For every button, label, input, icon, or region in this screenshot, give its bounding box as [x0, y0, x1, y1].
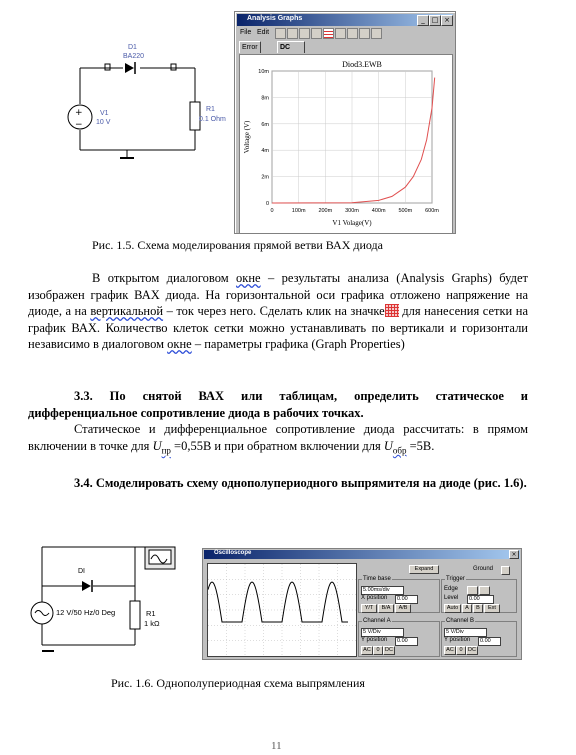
timebase-label: Time base [363, 576, 391, 582]
plot-area [239, 54, 453, 234]
tab-dc-sweep[interactable]: DC [277, 41, 305, 53]
resistor2-ref: R1 [146, 609, 156, 618]
svg-text:+: + [75, 108, 83, 118]
circuit-diagram-2 [30, 545, 202, 665]
p1-text-c: – ток через него. Сделать клик на значке [163, 304, 385, 318]
x-tick-label: 0 [270, 208, 274, 214]
figure-caption-1: Рис. 1.5. Схема моделирования прямой ветви ВАХ диода [92, 238, 383, 252]
y-tick-label: 8m [261, 95, 269, 102]
paste-icon[interactable] [287, 28, 298, 39]
level-label: Level [444, 595, 459, 601]
p1-text-a: В открытом диалоговом [92, 271, 237, 285]
section-3-3-text: 3.3. По снятой ВАХ или таблицам, определить статическое и дифференциальное сопротивление диода в рабочих точках. [28, 389, 528, 420]
tab-error-log[interactable]: Error [239, 41, 261, 53]
resistor-value: 0.1 Ohm [199, 116, 226, 123]
cursor-icon[interactable] [347, 28, 358, 39]
x-tick-label: 500m [398, 208, 413, 214]
mode-yt[interactable]: Y/T [361, 604, 377, 613]
svg-text:−: − [75, 120, 83, 130]
grid-inline-icon [385, 304, 399, 317]
channel-a-ypos[interactable]: 0.00 [395, 637, 418, 646]
xpos-value[interactable]: 0.00 [395, 595, 418, 604]
resistor-ref: R1 [206, 106, 215, 113]
trigger-a[interactable]: A [462, 604, 472, 613]
menu-file[interactable]: File [240, 29, 252, 36]
edge-label: Edge [444, 586, 459, 592]
paragraph-2 [28, 421, 528, 459]
xpos-label: X position [361, 595, 388, 601]
channel-b-label: Channel B [446, 618, 475, 624]
x-tick-label: 100m [291, 208, 306, 214]
diode2-ref: DI [78, 568, 85, 575]
source2-value: 12 V/50 Hz/0 Deg [56, 608, 116, 617]
channel-a-ypos-label: Y position [361, 637, 388, 643]
copy-icon[interactable] [275, 28, 286, 39]
section-3-3 [28, 388, 528, 421]
p2-text-b: =0,55В и при обратном включении для [170, 438, 384, 453]
channel-a-label: Channel A [363, 618, 391, 624]
trigger-b[interactable]: B [473, 604, 483, 613]
channel-b-ypos[interactable]: 0.00 [478, 637, 501, 646]
window-titlebar [237, 14, 453, 26]
diode-ref: D1 [128, 44, 137, 51]
p1-vert: вертикальной [90, 304, 164, 318]
y-tick-label: 6m [261, 121, 269, 128]
oscilloscope-window [202, 548, 522, 660]
y-tick-label: 4m [261, 148, 269, 155]
minimize-button[interactable]: _ [417, 15, 429, 26]
channel-a-ac[interactable]: AC [361, 646, 373, 655]
menu-edit[interactable]: Edit [257, 29, 270, 36]
ground-label: Ground [473, 566, 494, 572]
p2-u2: U [383, 438, 393, 453]
osc-trace [208, 582, 348, 622]
channel-b-ac[interactable]: AC [444, 646, 456, 655]
channel-b-value[interactable]: 5 V/Div [444, 628, 487, 637]
p2-text-a: Статическое и дифференциальное сопротивление диода рассчитать: в прямом включении в точке для [28, 422, 528, 453]
channel-a-value[interactable]: 5 V/Div [361, 628, 404, 637]
p1-text-d: для нанесения сетки на график ВАХ. Количество клеток сетки можно устанавливать по вертикали и горизонтали независимо в диалоговом [28, 304, 529, 351]
chart-title: Diod3.EWB [342, 60, 382, 69]
legend-icon[interactable] [335, 28, 346, 39]
edge-fall-button[interactable] [479, 586, 490, 595]
maximize-button[interactable]: □ [429, 15, 441, 26]
osc-title: Oscilloscope [214, 550, 252, 556]
x-tick-label: 400m [371, 208, 386, 214]
page-number: 11 [271, 740, 282, 752]
p2-sub1: пр [161, 445, 171, 455]
p2-sub2: обр [392, 445, 407, 455]
x-tick-label: 200m [318, 208, 333, 214]
channel-b-zero[interactable]: 0 [456, 646, 466, 655]
y-tick-label: 2m [261, 174, 269, 181]
grid-icon[interactable] [323, 28, 334, 39]
mode-ba[interactable]: B/A [378, 604, 394, 613]
channel-a-dc[interactable]: DC [383, 646, 395, 655]
circuit-diagram-1 [60, 40, 230, 170]
print-icon[interactable] [299, 28, 310, 39]
channel-b-ypos-label: Y position [444, 637, 471, 643]
window-title: Analysis Graphs [247, 15, 303, 22]
p1-text-b: – результаты анализа (Analysis Graphs) будет изображен график ВАХ диода. На горизонтальной оси графика отложено напряжение на диоде, а на [28, 271, 528, 318]
y-tick-label: 10m [258, 69, 269, 75]
x-tick-label: 600m [425, 208, 439, 214]
trigger-auto[interactable]: Auto [444, 604, 461, 613]
paragraph-1 [28, 270, 528, 353]
x-axis-label: V1 Volage(V) [332, 219, 372, 227]
diode-model: BA220 [123, 53, 145, 60]
section-3-4-text: 3.4. Смоделировать схему однополупериодного выпрямителя на диоде (рис. 1.6). [74, 476, 527, 490]
zoom-icon[interactable] [311, 28, 322, 39]
p2-u1: U [152, 438, 162, 453]
trigger-ext[interactable]: Ext [484, 604, 500, 613]
section-3-4 [28, 475, 528, 492]
y-tick-label: 0 [265, 201, 269, 207]
figure-caption-2: Рис. 1.6. Однополупериодная схема выпрямления [111, 676, 365, 690]
expand-button[interactable]: Expand [409, 565, 439, 574]
channel-b-dc[interactable]: DC [466, 646, 478, 655]
level-value[interactable]: 0.00 [467, 595, 494, 604]
p1-okne2: окне [167, 337, 192, 351]
osc-waveform [208, 564, 356, 656]
ground-terminal[interactable] [501, 566, 510, 575]
properties-icon[interactable] [371, 28, 382, 39]
p1-okne: окне [236, 271, 261, 285]
close-button[interactable]: × [441, 15, 453, 26]
osc-screen [207, 563, 357, 657]
analysis-graphs-window [234, 11, 456, 234]
toggle-icon[interactable] [359, 28, 370, 39]
x-tick-label: 300m [345, 208, 359, 214]
y-axis-label: Voltage (V) [243, 120, 251, 154]
mode-ab[interactable]: A/B [395, 604, 411, 613]
trigger-label: Trigger [446, 576, 465, 582]
source-value: 10 V [96, 119, 111, 126]
iv-chart [240, 55, 452, 233]
timebase-value[interactable]: 5.00ms/div [361, 586, 404, 595]
edge-rise-button[interactable] [467, 586, 478, 595]
channel-a-zero[interactable]: 0 [373, 646, 383, 655]
resistor2-value: 1 kΩ [144, 619, 160, 628]
p2-text-c: =5В. [406, 438, 435, 453]
p1-text-e: – параметры графика (Graph Properties) [191, 337, 405, 351]
osc-close-button[interactable]: × [509, 550, 519, 559]
osc-titlebar [204, 550, 520, 559]
source-ref: V1 [100, 110, 109, 117]
